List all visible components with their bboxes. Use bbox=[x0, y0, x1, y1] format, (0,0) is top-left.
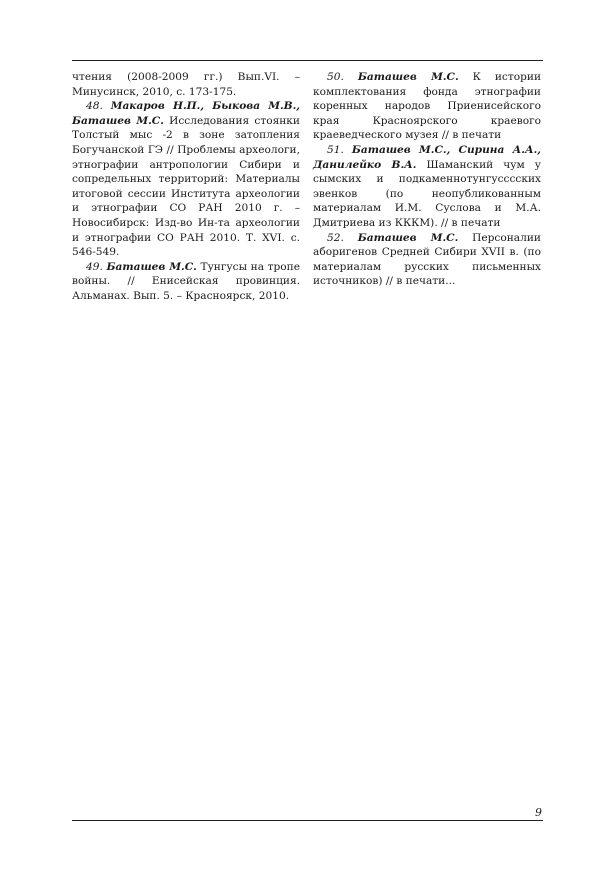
entry-number: 52. bbox=[327, 231, 344, 244]
page-number: 9 bbox=[535, 806, 542, 819]
entry-text: Тунгусы на тропе войны. // Енисейская провинция. Альманах. Вып. 5. – Красноярск, 2010. bbox=[72, 260, 300, 302]
entry-text: К истории комплектования фонда этнографии коренных народов Приенисейского края Красноярского краевого краеведческого музея // в печати bbox=[313, 71, 541, 142]
left-column bbox=[72, 70, 300, 304]
entry-authors: Баташев М.С. bbox=[357, 231, 459, 244]
bibliography-entry-50 bbox=[313, 70, 541, 143]
entry-text: чтения (2008-2009 гг.) Вып.VI. – Минусинск, 2010, с. 173-175. bbox=[72, 71, 300, 98]
bibliography-entry-52 bbox=[313, 231, 541, 289]
entry-authors: Баташев М.С., Сирина А.А., Данилейко В.А. bbox=[313, 143, 541, 171]
right-column bbox=[313, 70, 541, 289]
entry-authors: Баташев М.С. bbox=[106, 260, 197, 273]
bibliography-entry-continuation bbox=[72, 70, 300, 99]
bottom-rule bbox=[72, 820, 543, 821]
entry-number: 49. bbox=[86, 260, 103, 273]
top-rule bbox=[72, 60, 543, 61]
bibliography-entry-49 bbox=[72, 260, 300, 304]
entry-text: Персоналии аборигенов Средней Сибири XVII в. (по материалам русских письменных источников) // в печати... bbox=[313, 231, 541, 288]
bibliography-entry-51 bbox=[313, 143, 541, 231]
entry-text: Исследования стоянки Толстый мыс -2 в зоне затопления Богучанской ГЭ // Проблемы археологи, этнографии антропологии Сибири и сопредельных территорий: Материалы итоговой сессии Института археологии и этнографии СО РАН 2010 г. – Новосибирск: Изд-во Ин-та археологии и этнографии СО РАН 2010. Т. XVI. с. 546-549. bbox=[72, 114, 300, 259]
entry-number: 51. bbox=[327, 143, 344, 156]
entry-authors: Макаров Н.П., Быкова М.В., Баташев М.С. bbox=[72, 100, 300, 127]
bibliography-entry-48 bbox=[72, 99, 300, 260]
entry-authors: Баташев М.С. bbox=[357, 71, 459, 83]
entry-number: 50. bbox=[327, 71, 344, 83]
entry-text: Шаманский чум у сымских и подкаменнотунгусссских эвенков (по неопубликованным материалам И.М. Суслова и М.А. Дмитриева из КККМ). // в печати bbox=[313, 158, 541, 229]
entry-number: 48. bbox=[86, 100, 103, 113]
